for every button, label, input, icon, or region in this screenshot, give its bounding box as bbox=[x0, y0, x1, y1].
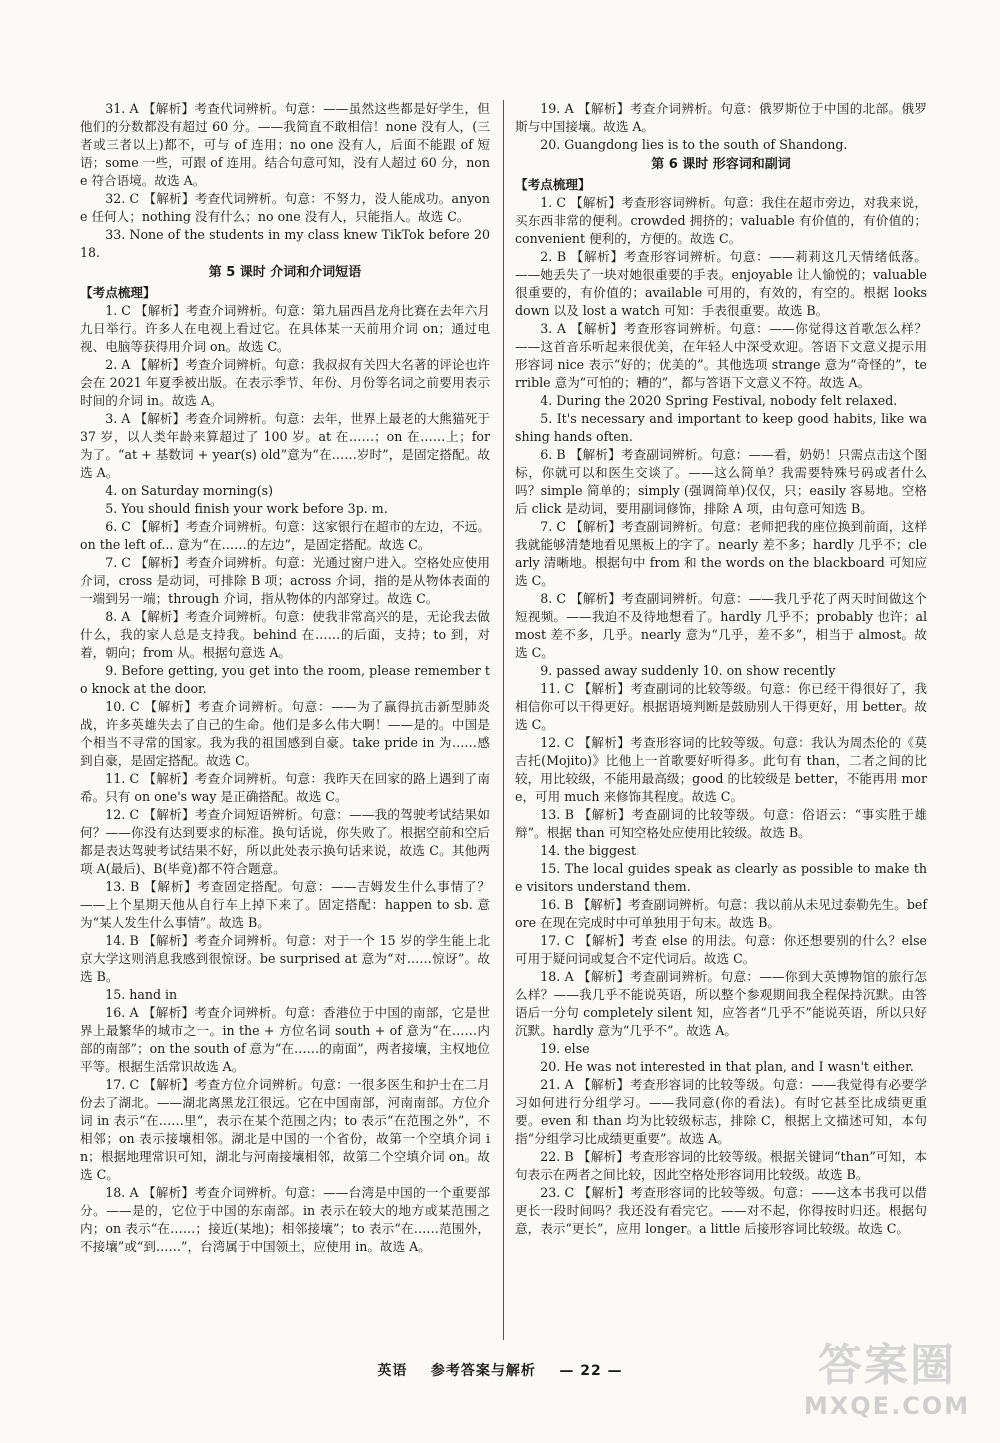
answer-item: 14. the biggest bbox=[540, 843, 637, 858]
subsection-label: 【考点梳理】 bbox=[515, 177, 591, 192]
answer-item: 21. A 【解析】考查形容词的比较等级。句意：——我觉得有必要学习如何进行分组学习。——我同意(你的看法)。有时它甚至比成绩更重要。even 和 than 均为比较级标志，排除 C，根据上文描述可知，本句指“分组学习比成绩更重要”。故选 A。 bbox=[515, 1077, 927, 1146]
answer-item: 4. During the 2020 Spring Festival, nobody felt relaxed. bbox=[540, 393, 898, 408]
answer-item: 18. A 【解析】考查介词辨析。句意：——台湾是中国的一个重要部分。——是的，它位于中国的东南部。in 表示在较大的地方或某范围之内；on 表示“在……；接近(某地)；相邻接壤”；to 表示“在……范围外，不接壤”或“到……”，台湾属于中国领土，应使用 in。故选 A。 bbox=[80, 1185, 490, 1254]
answer-item: 15. The local guides speak as clearly as possible to make the visitors understand them. bbox=[515, 861, 927, 894]
footer-subject: 英语 bbox=[377, 1363, 408, 1379]
answer-item: 31. A 【解析】考查代词辨析。句意：——虽然这些都是好学生，但他们的分数都没有超过 60 分。——我简直不敢相信！none 没有人，(三者或三者以上)都不，可与 of 连用；no one 没有人，后面不能跟 of 短语；some 一些，可跟 of 连用。结合句意可知，没有人超过 60 分，none 符合语境。故选 A。 bbox=[80, 101, 490, 188]
section-heading: 第 5 课时 介词和介词短语 bbox=[208, 265, 362, 280]
answer-item: 32. C 【解析】考查代词辨析。句意：不努力，没人能成功。anyone 任何人；nothing 没有什么；no one 没有人，只能指人。故选 C。 bbox=[80, 191, 490, 224]
answer-item: 6. C 【解析】考查介词辨析。句意：这家银行在超市的左边，不远。on the left of... 意为“在……的左边”，是固定搭配。故选 C。 bbox=[80, 519, 490, 552]
answer-item: 17. C 【解析】考查方位介词辨析。句意：一很多医生和护士在二月份去了湖北。——湖北离黑龙江很远。它在中国南部，河南南部。方位介词 in 表示“在……里”，表示在某个范围之内；to 表示“在范围之外”，不相邻；on 表示接壤相邻。湖北是中国的一个省份，故第一个空填介词 in；根据地理常识可知，湖北与河南接壤相邻，故第二个空填介词 on。故选 C。 bbox=[80, 1077, 490, 1182]
section-heading: 第 6 课时 形容词和副词 bbox=[651, 157, 791, 172]
answer-item: 16. B 【解析】考查副词辨析。句意：我以前从未见过泰勒先生。before 在现在完成时中可单独用于句末。故选 B。 bbox=[515, 897, 927, 930]
answer-item: 11. C 【解析】考查介词辨析。句意：我昨天在回家的路上遇到了南希。只有 on one's way 是正确搭配。故选 C。 bbox=[80, 771, 490, 804]
answer-item: 8. A 【解析】考查介词辨析。句意：使我非常高兴的是，无论我去做什么，我的家人总是支持我。behind 在……的后面，支持；to 到，对着，朝向；from 从。根据句意选 A。 bbox=[80, 609, 490, 660]
answer-item: 33. None of the students in my class knew TikTok before 2018. bbox=[80, 227, 490, 260]
answer-item: 19. else bbox=[540, 1041, 590, 1056]
answer-item: 12. C 【解析】考查介词短语辨析。句意：——我的驾驶考试结果如何？——你没有达到要求的标准。换句话说，你失败了。根据空前和空后都是表达驾驶考试结果不好，所以此处表示换句话来说，故选 C。其他两项 A(最后)、B(毕竟)都不符合题意。 bbox=[80, 807, 490, 876]
answer-item: 8. C 【解析】考查副词辨析。句意：——我几乎花了两天时间做这个短视频。——我迫不及待地想看了。hardly 几乎不；probably 也许；almost 差不多，几乎。nearly 意为“几乎，差不多”，相当于 almost。故选 C。 bbox=[515, 591, 927, 660]
answer-item: 19. A 【解析】考查介词辨析。句意：俄罗斯位于中国的北部。俄罗斯与中国接壤。故选 A。 bbox=[515, 101, 927, 134]
watermark-url: MXQE.COM bbox=[803, 1392, 971, 1420]
subsection-label: 【考点梳理】 bbox=[80, 285, 156, 300]
column-divider bbox=[503, 100, 504, 1340]
answer-item: 1. C 【解析】考查形容词辨析。句意：我住在超市旁边，对我来说，买东西非常的便利。crowded 拥挤的；valuable 有价值的，有价值的；convenient 便利的，方便的。故选 C。 bbox=[515, 195, 927, 246]
answer-item: 18. A 【解析】考查副词辨析。句意：——你到大英博物馆的旅行怎么样？——我几乎不能说英语，所以整个参观期间我全程保持沉默。由答语后一分句 completely silent 知，应答者“几乎不”能说英语，所以只好沉默。hardly 意为“几乎不”。故选 A。 bbox=[515, 969, 927, 1038]
left-column bbox=[80, 100, 490, 1256]
answer-item: 2. A 【解析】考查介词辨析。句意：我叔叔有关四大名著的评论也许会在 2021 年夏季被出版。在表示季节、年份、月份等名词之前要用表示时间的介词 in。故选 A。 bbox=[80, 357, 490, 408]
answer-item: 9. passed away suddenly 10. on show recently bbox=[540, 663, 836, 678]
answer-item: 15. hand in bbox=[105, 987, 178, 1002]
answer-item: 17. C 【解析】考查 else 的用法。句意：你还想要别的什么？else 可用于疑问词或复合不定代词后。故选 C。 bbox=[515, 933, 927, 966]
answer-item: 7. C 【解析】考查副词辨析。句意：老师把我的座位换到前面，这样我就能够清楚地看见黑板上的字了。nearly 差不多；hardly 几乎不；clearly 清晰地。根据句中 from 和 the words on the blackboard 可知应选 C。 bbox=[515, 519, 927, 588]
answer-item: 23. C 【解析】考查形容词的比较等级。句意：——这本书我可以借更长一段时间吗？我还没有看完它。——对不起，你得按时归还。根据句意，表示“更长”，应用 longer。a little 后接形容词比较级。故选 C。 bbox=[515, 1185, 927, 1236]
answer-item: 5. You should finish your work before 3p. m. bbox=[105, 501, 388, 516]
answer-item: 20. Guangdong lies is to the south of Shandong. bbox=[540, 137, 848, 152]
answer-item: 3. A 【解析】考查介词辨析。句意：去年，世界上最老的大熊猫死于 37 岁，以人类年龄来算超过了 100 岁。at 在……；on 在……上；for 为了。“at + 基数词 + year(s) old”意为“在……岁时”，是固定搭配。故选 A。 bbox=[80, 411, 490, 480]
answer-item: 10. C 【解析】考查介词辨析。句意：——为了赢得抗击新型肺炎战，许多英雄失去了自己的生命。他们是多么伟大啊！——是的。中国是个相当不寻常的国家。我为我的祖国感到自豪。take pride in 为……感到自豪，是固定搭配。故选 C。 bbox=[80, 699, 490, 768]
answer-item: 11. C 【解析】考查副词的比较等级。句意：你已经干得很好了，我相信你可以干得更好。根据语境判断是鼓励别人干得更好，用 better。故选 C。 bbox=[515, 681, 927, 732]
answer-item: 13. B 【解析】考查固定搭配。句意：——吉姆发生什么事情了？——上个星期天他从自行车上掉下来了。固定搭配：happen to sb. 意为“某人发生什么事情”。故选 B。 bbox=[80, 879, 490, 930]
answer-item: 20. He was not interested in that plan, and I wasn't either. bbox=[540, 1059, 914, 1074]
answer-item: 7. C 【解析】考查介词辨析。句意：光通过窗户进入。空格处应使用介词，cross 是动词，可排除 B 项；across 介词，指的是从物体表面的一端到另一端；through 介词，指从物体的内部穿过。故选 C。 bbox=[80, 555, 490, 606]
answer-item: 16. A 【解析】考查介词辨析。句意：香港位于中国的南部，它是世界上最繁华的城市之一。in the + 方位名词 south + of 意为“在……内部的南部”；on the south of 意为“在……的南面”，两者接壤，主权地位平等。根据生活常识故选 A。 bbox=[80, 1005, 490, 1074]
answer-item: 5. It's necessary and important to keep good habits, like washing hands often. bbox=[515, 411, 927, 444]
answer-item: 2. B 【解析】考查形容词辨析。句意：——莉莉这几天情绪低落。——她丢失了一块对她很重要的手表。enjoyable 让人愉悦的；valuable 很重要的，有价值的；available 可用的，有效的，有空的。根据 looks down 以及 lost a watch 可知：手表很重要。故选 B。 bbox=[515, 249, 927, 318]
answer-item: 12. C 【解析】考查形容词的比较等级。句意：我认为周杰伦的《莫吉托(Mojito)》比他上一首歌要好听得多。此句有 than，二者之间的比较，用比较级，不能用最高级；good 的比较级是 better，不能再用 more，可用 much 来修饰其程度。故选 C。 bbox=[515, 735, 927, 804]
answer-item: 9. Before getting, you get into the room, please remember to knock at the door. bbox=[80, 663, 490, 696]
answer-item: 22. B 【解析】考查形容词的比较等级。根据关键词“than”可知，本句表示在两者之间比较，因此空格处形容词用比较级。故选 B。 bbox=[515, 1149, 927, 1182]
answer-item: 4. on Saturday morning(s) bbox=[105, 483, 274, 498]
footer-title: 参考答案与解析 bbox=[430, 1363, 536, 1379]
page-number: — 22 — bbox=[559, 1363, 623, 1379]
answer-item: 6. B 【解析】考查副词辨析。句意：——看，奶奶！只需点击这个图标，你就可以和医生交谈了。——这么简单？我需要特殊号码或者什么吗？simple 简单的；simply (强调简单)仅仅，只；easily 容易地。空格后 click 是动词，要用副词修饰，排除 A 项，由句意可知选 B。 bbox=[515, 447, 927, 516]
answer-item: 3. A 【解析】考查形容词辨析。句意：——你觉得这首歌怎么样？——这首音乐听起来很优美，在年轻人中深受欢迎。答语下文意义提示用形容词 nice 表示“好的；优美的”。其他选项 strange 意为“奇怪的”，terrible 意为“可怕的；糟的”，都与答语下文意义不符。故选 A。 bbox=[515, 321, 927, 390]
watermark-logo bbox=[792, 1340, 982, 1435]
answer-item: 1. C 【解析】考查介词辨析。句意：第九届西昌龙舟比赛在去年六月九日举行。许多人在电视上看过它。在具体某一天前用介词 on；通过电视、电脑等获得用介词 on。故选 C。 bbox=[80, 303, 490, 354]
answer-item: 13. B 【解析】考查副词的比较等级。句意：俗语云：“事实胜于雄辩”。根据 than 可知空格处应使用比较级。故选 B。 bbox=[515, 807, 927, 840]
right-column bbox=[515, 100, 927, 1238]
answer-item: 14. B 【解析】考查介词辨析。句意：对于一个 15 岁的学生能上北京大学这则消息我感到很惊讶。be surprised at 意为“对……惊讶”。故选 B。 bbox=[80, 933, 490, 984]
watermark-logo-text: 答案圈 bbox=[818, 1340, 956, 1391]
